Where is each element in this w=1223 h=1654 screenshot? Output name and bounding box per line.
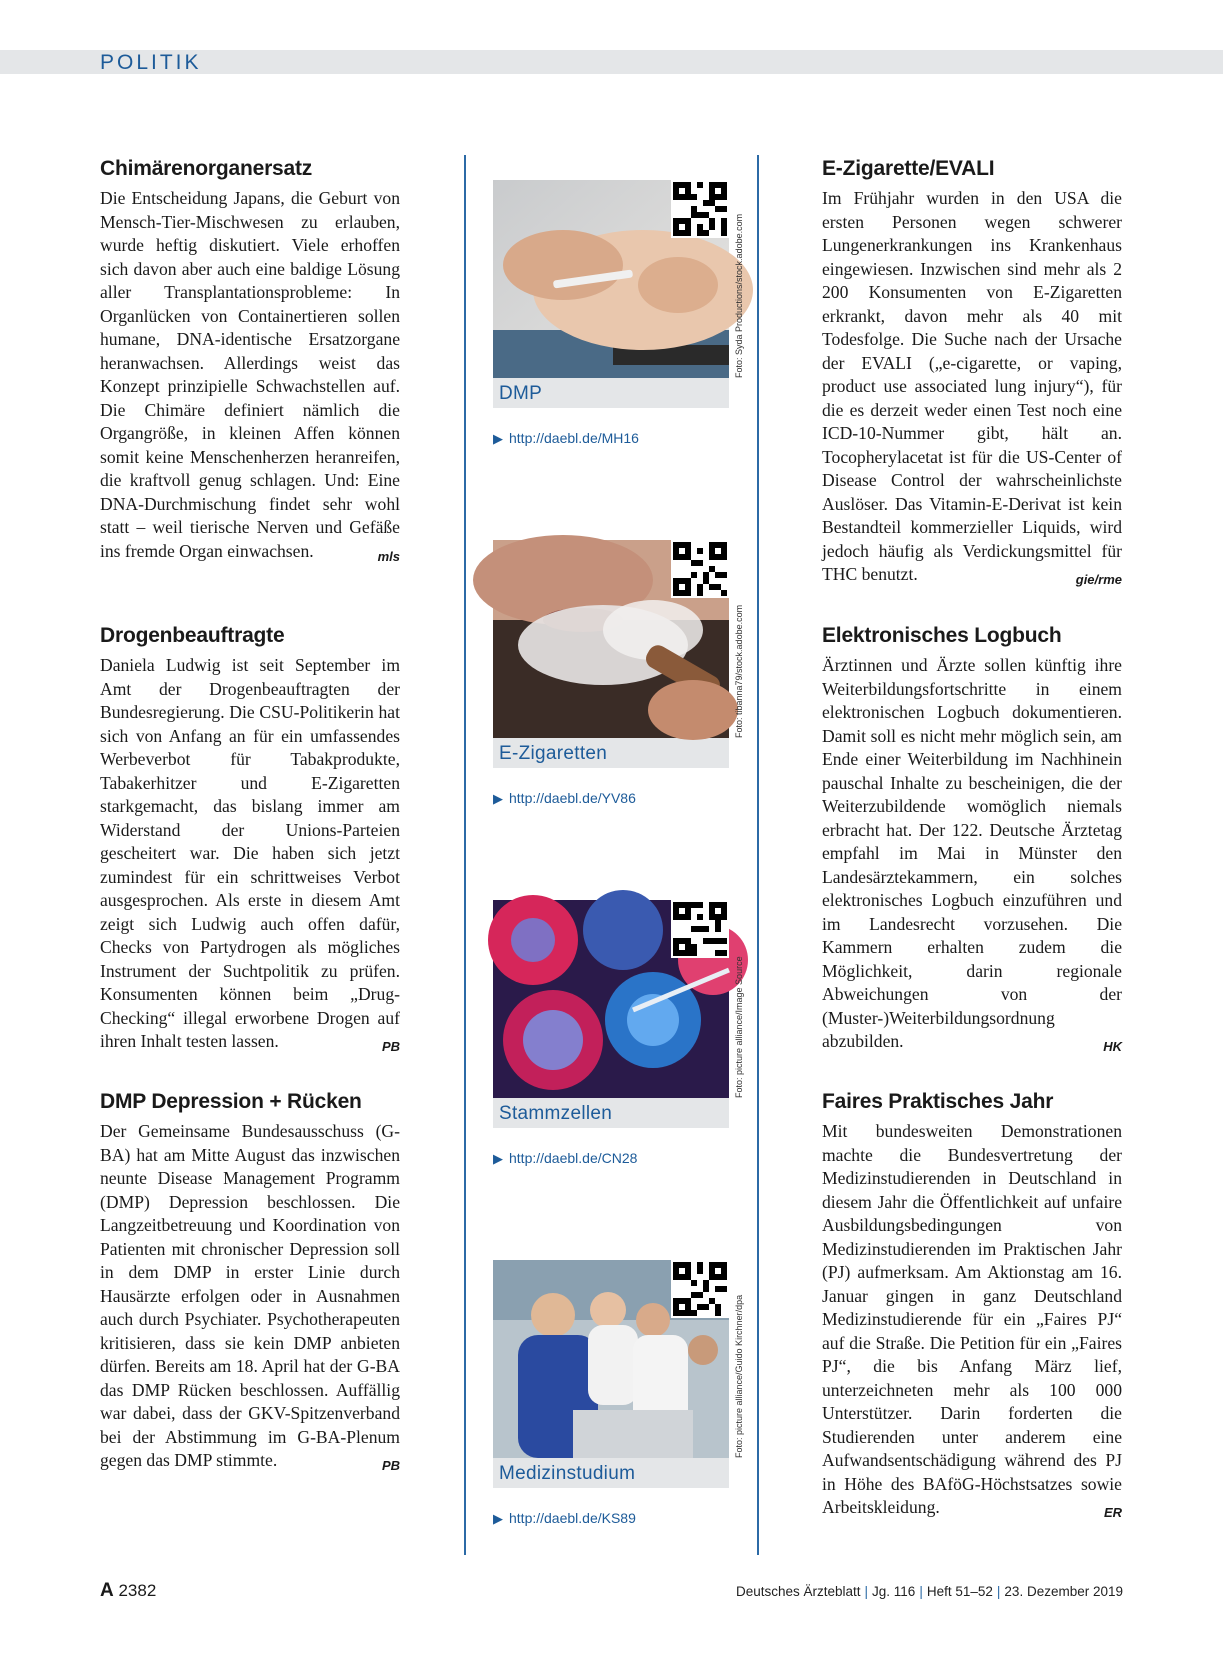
cell-culture-photo[interactable] xyxy=(493,900,744,1098)
article-drogenbeauftragte xyxy=(100,622,400,1059)
qr-code-icon[interactable] xyxy=(671,900,729,958)
insulin-pen-photo[interactable] xyxy=(493,180,744,378)
photo-credit: Foto: picture alliance/Image Source xyxy=(734,956,744,1098)
media-item-medizinstudium xyxy=(493,1260,744,1527)
article-body: Die Entscheidung Japans, die Geburt von Mensch-Tier-Mischwesen zu erlauben, wurde heftig diskutiert. Viele erhoffen sich davon aber auch eine baldige Lösung aller Transplantationsprobleme: In Organlücken von Containertieren sollen humane, DNA-identische Ersatzorgane heranwachsen. Allerdings weist das Konzept prinzipielle Schwachstellen auf. Die Chimäre definiert nämlich die Organgröße, in kleinen Affen können somit keine Menschenherzen heranreifen, die kraftvoll genug schlagen. Und: Eine DNA-Durchmischung findet sehr wohl statt – weil tierische Nerven und Gefäße ins fremde Organ einwachsen. mls xyxy=(100,187,400,563)
media-link[interactable]: ▶ http://daebl.de/CN28 xyxy=(493,1150,638,1166)
photo-credit: Foto: picture alliance/Guido Kirchner/dpa xyxy=(734,1294,744,1458)
article-title: Faires Praktisches Jahr xyxy=(822,1090,1054,1113)
media-caption: Medizinstudium xyxy=(493,1458,729,1488)
author-initials: mls xyxy=(377,548,400,564)
vaping-photo[interactable] xyxy=(493,540,744,738)
qr-code-icon[interactable] xyxy=(671,180,729,238)
media-caption: DMP xyxy=(493,378,729,408)
play-arrow-icon: ▶ xyxy=(493,431,503,446)
qr-code-icon[interactable] xyxy=(671,540,729,598)
article-body: Ärztinnen und Ärzte sollen künftig ihre Weiterbildungsfortschritte in einem elektronischen Logbuch dokumentieren. Damit soll es nicht mehr möglich sein, am Ende einer Weiterbildung im Nachhinein pauschal Inhalte zu bescheinigen, die der Weiterzubildende womöglich niemals erbracht hat. Der 122. Deutsche Ärztetag empfahl im Mai in Münster den Landesärztekammern, ein solches elektronisches Logbuch einzuführen und im Landesrecht vorzusehen. Die Kammern erhalten zudem die Möglichkeit, darin regionale Abweichungen von der (Muster-)Weiterbildungsordnung abzubilden. HK xyxy=(822,654,1122,1054)
column-divider xyxy=(757,155,759,1555)
article-title: Drogenbeauftragte xyxy=(100,624,285,647)
media-item-dmp xyxy=(493,180,744,447)
article-faires-praktisches-jahr xyxy=(822,1088,1122,1525)
author-initials: PB xyxy=(381,1039,400,1054)
media-item-e-zigaretten xyxy=(493,540,744,807)
media-link[interactable]: ▶ http://daebl.de/YV86 xyxy=(493,790,636,806)
article-title: Elektronisches Logbuch xyxy=(822,624,1062,647)
media-caption: Stammzellen xyxy=(493,1098,729,1128)
photo-credit: Foto: tibanna79/stock.adobe.com xyxy=(734,604,744,738)
article-body: Im Frühjahr wurden in den USA die ersten Personen wegen schwerer Lungenerkrankungen ins Krankenhaus eingewiesen. Inzwischen sind mehr als 2 200 Konsumenten von E-Zigaretten erkrankt, davon mehr als 40 mit Todesfolge. Die Suche nach der Ursache der EVALI („e-cigarette, or vaping, product use associated lung injury“), für die es derzeit weder einen Test noch eine ICD-10-Nummer gibt, hält an. Tocopherylacetat ist für die US-Center of Disease Control der wahrscheinlichste Auslöser. Das Vitamin-E-Derivat ist kein Bestandteil kommerzieller Liquids, wird jedoch häufig als Verdickungsmittel für THC benutzt. gie/rme xyxy=(822,187,1122,587)
article-chimaerenorganersatz xyxy=(100,155,400,568)
play-arrow-icon: ▶ xyxy=(493,791,503,806)
photo-credit: Foto: Syda Productions/stock.adobe.com xyxy=(734,213,744,378)
column-divider xyxy=(464,155,466,1555)
author-initials: gie/rme xyxy=(1075,572,1122,587)
article-title: Chimärenorganersatz xyxy=(100,157,313,180)
article-title: E-Zigarette/EVALI xyxy=(822,157,995,180)
article-body: Daniela Ludwig ist seit September im Amt der Drogenbeauftragten der Bundesregierung. Die CSU-Politikerin hat sich von Anfang an für ein umfassendes Werbeverbot für Tabakprodukte, Tabakerhitzer und E-Zigaretten starkgemacht, das bislang immer am Widerstand der Unions-Parteien gescheitert war. Die haben sich jetzt zumindest für ein schrittweises Verbot ausgesprochen. Als erste in diesem Amt zeigt sich Ludwig auch offen dafür, Checks von Partydrogen als mögliches Instrument der Suchtpolitik zu prüfen. Konsumenten können beim „Drug-Checking“ illegal erworbene Drogen auf ihren Inhalt testen lassen. PB xyxy=(100,654,400,1054)
medical-students-photo[interactable] xyxy=(493,1260,744,1458)
media-link[interactable]: ▶ http://daebl.de/KS89 xyxy=(493,1510,636,1526)
article-elektronisches-logbuch xyxy=(822,622,1122,1059)
article-e-zigarette-evali xyxy=(822,155,1122,592)
article-dmp-depression-ruecken xyxy=(100,1088,400,1478)
journal-info: Deutsches Ärzteblatt | Jg. 116 | Heft 51–52 | 23. Dezember 2019 xyxy=(735,1584,1123,1599)
section-label: POLITIK xyxy=(100,51,202,74)
play-arrow-icon: ▶ xyxy=(493,1511,503,1526)
author-initials: PB xyxy=(381,1458,400,1473)
article-body: Der Gemeinsame Bundesausschuss (G-BA) hat am Mitte August das inzwischen neunte Disease Management Programm (DMP) Depression beschlossen. Die Langzeitbetreuung und Koordination von Patienten mit chronischer Depression soll in dem DMP in erster Linie durch Hausärzte erfolgen oder in Ausnahmen auch durch Psychiater. Psychotherapeuten kritisieren, dass sie kein DMP anbieten dürfen. Bereits am 18. April hat der G-BA das DMP Rücken beschlossen. Auffällig war dabei, dass der GKV-Spitzenverband bei der Abstimmung im G-BA-Plenum gegen das DMP stimmte. PB xyxy=(100,1120,400,1473)
author-initials: HK xyxy=(1103,1039,1122,1054)
qr-code-icon[interactable] xyxy=(671,1260,729,1318)
media-link[interactable]: ▶ http://daebl.de/MH16 xyxy=(493,430,639,446)
article-title: DMP Depression + Rücken xyxy=(100,1090,362,1113)
play-arrow-icon: ▶ xyxy=(493,1151,503,1166)
page-number: A 2382 xyxy=(100,1580,157,1601)
media-item-stammzellen xyxy=(493,900,744,1167)
media-caption: E-Zigaretten xyxy=(493,738,729,768)
author-initials: ER xyxy=(1103,1505,1122,1520)
article-body: Mit bundesweiten Demonstrationen machte die Bundesvertretung der Medizinstudierenden in Deutschland in diesem Jahr die Öffentlichkeit auf unfaire Ausbildungsbedingungen von Medizinstudierenden im Praktischen Jahr (PJ) aufmerksam. Am Aktionstag am 16. Januar gingen in ganz Deutschland Medizinstudierende für ein „Faires PJ“ auf die Straße. Die Petition für ein „Faires PJ“, die bis Anfang März lief, unterzeichneten mehr als 100 000 Unterstützer. Darin forderten die Studierenden unter anderem eine Aufwandsentschädigung während des PJ in Höhe des BAföG-Höchstsatzes sowie Arbeitskleidung. ER xyxy=(822,1120,1122,1520)
